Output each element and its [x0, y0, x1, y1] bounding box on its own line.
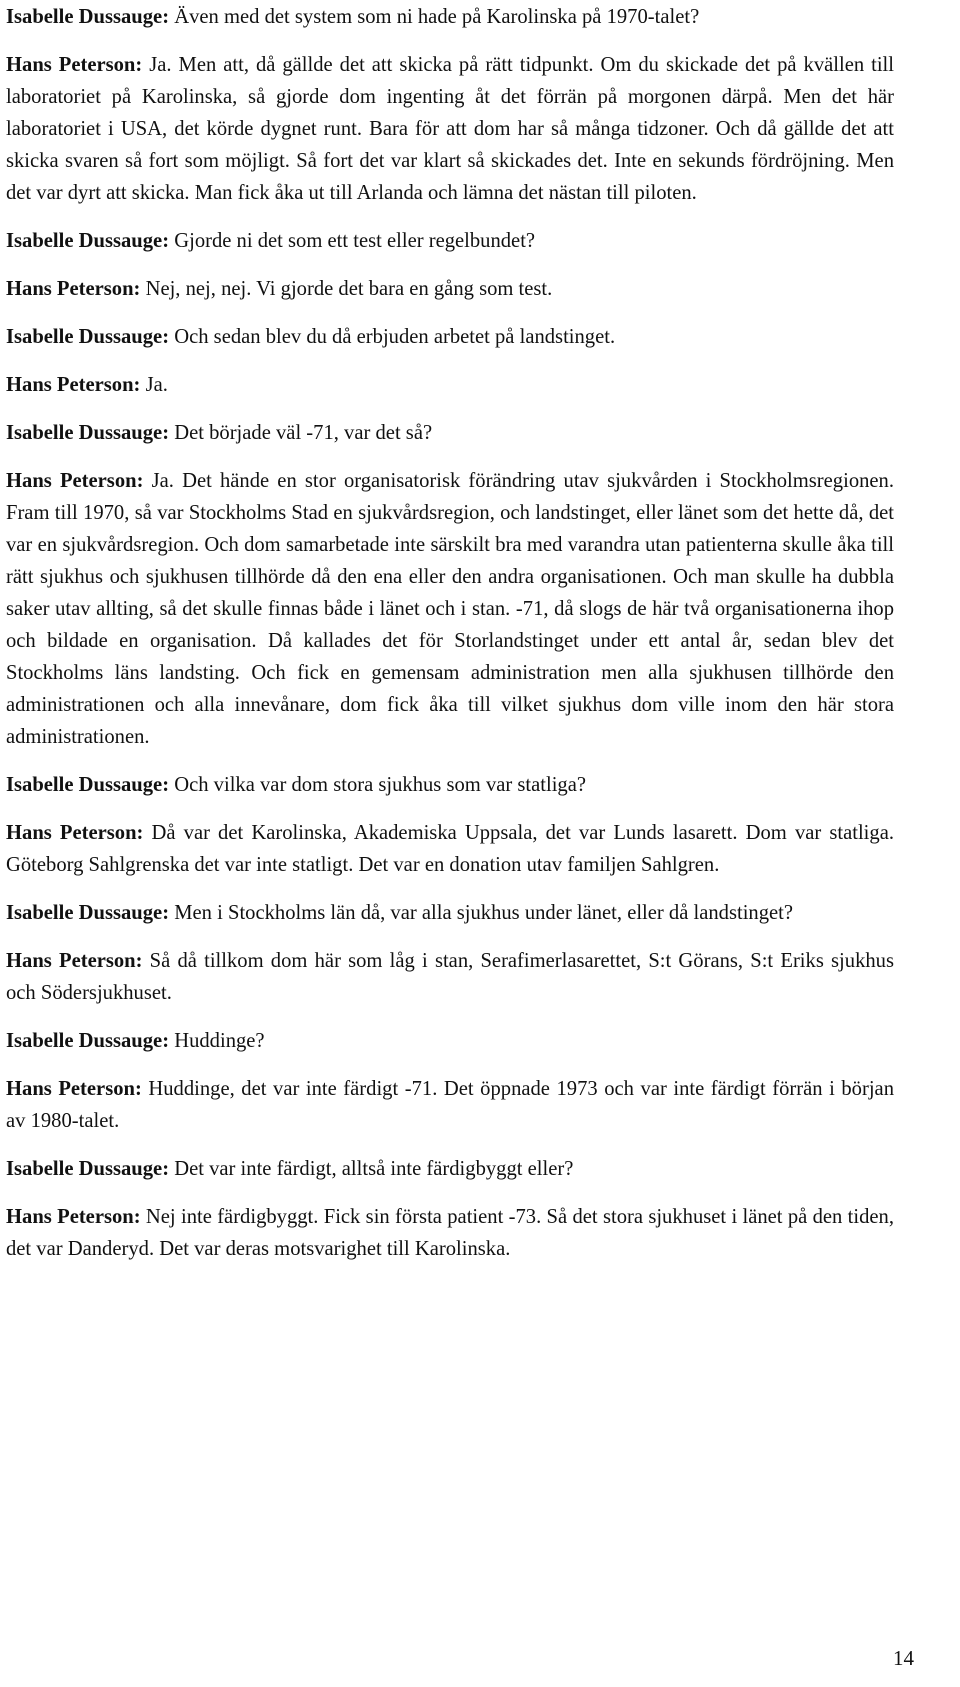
turn-text: Ja.: [145, 374, 168, 396]
turn-text: Men i Stockholms län då, var alla sjukhus under länet, eller då landstinget?: [174, 902, 794, 924]
turn-text: Huddinge, det var inte färdigt -71. Det öppnade 1973 och var inte färdigt förrän i början av 1980-talet.: [6, 1078, 894, 1132]
speaker-name: Hans Peterson:: [6, 1206, 141, 1228]
speaker-name: Hans Peterson:: [6, 54, 143, 76]
turn-text: Och vilka var dom stora sjukhus som var statliga?: [174, 774, 587, 796]
speaker-name: Hans Peterson:: [6, 1078, 142, 1100]
transcript-turn: [6, 49, 894, 209]
transcript-turn: [6, 1025, 894, 1057]
speaker-name: Isabelle Dussauge:: [6, 902, 170, 924]
turn-text: Nej inte färdigbyggt. Fick sin första patient -73. Så det stora sjukhuset i länet på den tiden, det var Danderyd. Det var deras motsvarighet till Karolinska.: [6, 1206, 894, 1260]
transcript-turn: [6, 321, 894, 353]
page-number: 14: [893, 1646, 914, 1670]
speaker-name: Isabelle Dussauge:: [6, 6, 170, 28]
speaker-name: Hans Peterson:: [6, 470, 144, 492]
transcript-turn: [6, 1201, 894, 1265]
turn-text: Det var inte färdigt, alltså inte färdigbyggt eller?: [174, 1158, 574, 1180]
speaker-name: Hans Peterson:: [6, 374, 141, 396]
transcript-turn: [6, 369, 894, 401]
turn-text: Ja. Men att, då gällde det att skicka på rätt tidpunkt. Om du skickade det på kvällen till laboratoriet på Karolinska, så gjorde dom ingenting åt det förrän på morgonen därpå. Men det här laboratoriet i USA, det körde dygnet runt. Bara för att dom har så många tidzoner. Och då gällde det att skicka svaren så fort som möjligt. Så fort det var klart så skickades det. Inte en sekunds fördröjning. Men det var dyrt att skicka. Man fick åka ut till Arlanda och lämna det nästan till piloten.: [6, 54, 894, 204]
transcript-turn: [6, 945, 894, 1009]
transcript-turn: [6, 273, 894, 305]
speaker-name: Hans Peterson:: [6, 950, 143, 972]
transcript-turn: [6, 417, 894, 449]
transcript-turn: [6, 897, 894, 929]
turn-text: Huddinge?: [174, 1030, 265, 1052]
speaker-name: Isabelle Dussauge:: [6, 230, 170, 252]
speaker-name: Isabelle Dussauge:: [6, 1030, 170, 1052]
transcript-turn: [6, 225, 894, 257]
speaker-name: Hans Peterson:: [6, 278, 141, 300]
speaker-name: Hans Peterson:: [6, 822, 144, 844]
speaker-name: Isabelle Dussauge:: [6, 1158, 170, 1180]
turn-text: Gjorde ni det som ett test eller regelbundet?: [174, 230, 536, 252]
speaker-name: Isabelle Dussauge:: [6, 422, 170, 444]
turn-text: Nej, nej, nej. Vi gjorde det bara en gång som test.: [145, 278, 553, 300]
turn-text: Även med det system som ni hade på Karolinska på 1970-talet?: [174, 6, 700, 28]
turn-text: Ja. Det hände en stor organisatorisk förändring utav sjukvården i Stockholmsregionen. Fram till 1970, så var Stockholms Stad en sjukvårdsregion, och landstinget, eller länet som det hette då, det var en sjukvårdsregion. Och dom samarbetade inte särskilt bra med varandra utan patienterna skulle åka till rätt sjukhus och sjukhusen tillhörde då den ena eller den andra organisationen. Och man skulle ha dubbla saker utav allting, så det skulle finnas både i länet och i stan. -71, då slogs de här två organisationerna ihop och bildade en organisation. Då kallades det för Storlandstinget under ett antal år, sedan blev det Stockholms läns landsting. Och fick en gemensam administration men alla sjukhusen tillhörde den administrationen och alla innevånare, dom fick åka till vilket sjukhus dom ville inom den här stora administrationen.: [6, 470, 894, 748]
turn-text: Och sedan blev du då erbjuden arbetet på landstinget.: [174, 326, 616, 348]
transcript-turn: [6, 1, 894, 33]
transcript-turn: [6, 465, 894, 753]
speaker-name: Isabelle Dussauge:: [6, 774, 170, 796]
turn-text: Så då tillkom dom här som låg i stan, Serafimerlasarettet, S:t Görans, S:t Eriks sjukhus och Södersjukhuset.: [6, 950, 894, 1004]
transcript-turn: [6, 769, 894, 801]
speaker-name: Isabelle Dussauge:: [6, 326, 170, 348]
transcript-turn: [6, 817, 894, 881]
transcript-turn: [6, 1073, 894, 1137]
turn-text: Det började väl -71, var det så?: [174, 422, 433, 444]
turn-text: Då var det Karolinska, Akademiska Uppsala, det var Lunds lasarett. Dom var statliga. Göteborg Sahlgrenska det var inte statligt. Det var en donation utav familjen Sahlgren.: [6, 822, 894, 876]
interview-transcript: [6, 0, 894, 1281]
transcript-turn: [6, 1153, 894, 1185]
